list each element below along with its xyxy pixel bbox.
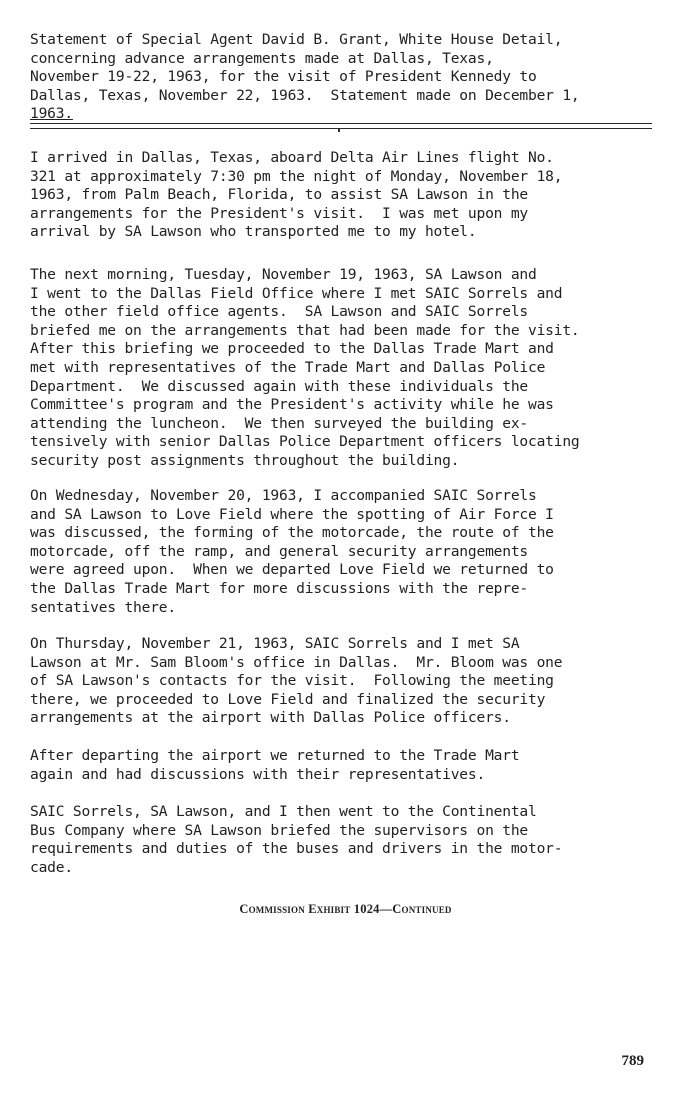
paragraph-line: tensively with senior Dallas Police Department officers locating	[30, 433, 580, 451]
paragraph-line: briefed me on the arrangements that had been made for the visit.	[30, 321, 580, 339]
paragraph-line: sentatives there.	[30, 598, 176, 616]
paragraph-line: Committee's program and the President's activity while he was	[30, 396, 554, 414]
paragraph-line: 1963, from Palm Beach, Florida, to assist SA Lawson in the	[30, 186, 528, 204]
paragraph-wednesday	[30, 487, 554, 617]
paragraph-line: were agreed upon. When we departed Love Field we returned to	[30, 561, 554, 579]
paragraph-line: After this briefing we proceeded to the Dallas Trade Mart and	[30, 340, 554, 358]
paragraph-line: the Dallas Trade Mart for more discussions with the repre-	[30, 579, 528, 597]
paragraph-line: met with representatives of the Trade Mart and Dallas Police	[30, 358, 546, 376]
header-rule-bottom	[30, 128, 652, 129]
paragraph-line: there, we proceeded to Love Field and finalized the security	[30, 690, 546, 708]
header-rule-top	[30, 123, 652, 124]
paragraph-line: requirements and duties of the buses and drivers in the motor-	[30, 840, 563, 858]
paragraph-line: I arrived in Dallas, Texas, aboard Delta Air Lines flight No.	[30, 149, 554, 166]
paragraph-line: Bus Company where SA Lawson briefed the supervisors on the	[30, 821, 528, 839]
header-rule-tick	[338, 128, 340, 132]
paragraph-after-airport	[30, 747, 519, 784]
paragraph-thursday	[30, 635, 562, 728]
paragraph-line: arrangements for the President's visit. I was met upon my	[30, 204, 528, 222]
paragraph-line: SAIC Sorrels, SA Lawson, and I then went to the Continental	[30, 803, 537, 820]
paragraph-bus-company	[30, 803, 562, 877]
header-line: Dallas, Texas, November 22, 1963. Statement made on December 1,	[30, 86, 580, 104]
paragraph-line: 321 at approximately 7:30 pm the night of Monday, November 18,	[30, 167, 563, 185]
paragraph-line: After departing the airport we returned to the Trade Mart	[30, 747, 520, 764]
page-number: 789	[621, 1053, 644, 1069]
paragraph-line: arrangements at the airport with Dallas Police officers.	[30, 709, 511, 727]
paragraph-line: security post assignments throughout the building.	[30, 451, 460, 469]
header-line: November 19-22, 1963, for the visit of President Kennedy to	[30, 68, 537, 86]
paragraph-line: and SA Lawson to Love Field where the spotting of Air Force I	[30, 505, 554, 523]
paragraph-arrival	[30, 149, 562, 242]
paragraph-line: of SA Lawson's contacts for the visit. Following the meeting	[30, 672, 554, 690]
paragraph-line: arrival by SA Lawson who transported me to my hotel.	[30, 223, 477, 241]
paragraph-line: Lawson at Mr. Sam Bloom's office in Dallas. Mr. Bloom was one	[30, 653, 563, 671]
paragraph-line: the other field office agents. SA Lawson and SAIC Sorrels	[30, 303, 528, 321]
statement-header	[30, 31, 580, 124]
paragraph-line: Department. We discussed again with these individuals the	[30, 377, 528, 395]
paragraph-line: On Wednesday, November 20, 1963, I accompanied SAIC Sorrels	[30, 487, 537, 504]
paragraph-line: On Thursday, November 21, 1963, SAIC Sorrels and I met SA	[30, 635, 520, 652]
header-line: Statement of Special Agent David B. Grant, White House Detail,	[30, 31, 563, 48]
header-line: concerning advance arrangements made at Dallas, Texas,	[30, 49, 494, 67]
paragraph-tuesday	[30, 266, 580, 471]
paragraph-line: motorcade, off the ramp, and general security arrangements	[30, 542, 528, 560]
paragraph-line: The next morning, Tuesday, November 19, 1963, SA Lawson and	[30, 266, 537, 283]
paragraph-line: again and had discussions with their representatives.	[30, 765, 486, 783]
header-line: 1963.	[30, 105, 73, 123]
paragraph-line: attending the luncheon. We then surveyed the building ex-	[30, 414, 528, 432]
exhibit-caption: Commission Exhibit 1024—Continued	[239, 902, 452, 916]
paragraph-line: I went to the Dallas Field Office where I met SAIC Sorrels and	[30, 284, 563, 302]
paragraph-line: was discussed, the forming of the motorcade, the route of the	[30, 524, 554, 542]
paragraph-line: cade.	[30, 858, 73, 876]
